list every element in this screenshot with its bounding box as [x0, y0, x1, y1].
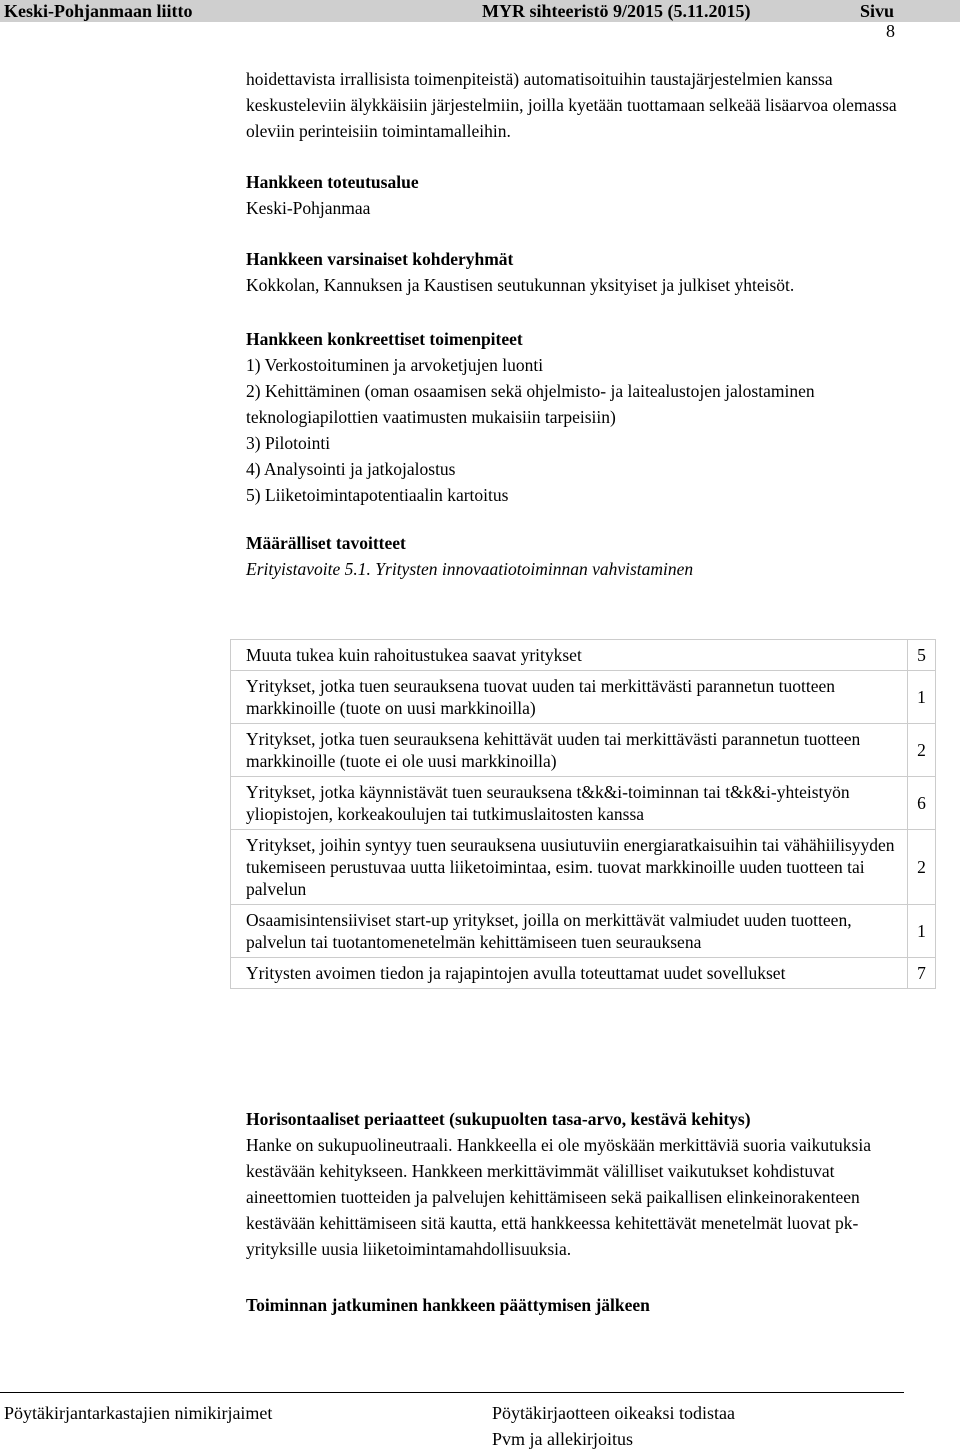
targets-section — [246, 246, 906, 298]
targets-text: Kokkolan, Kannuksen ja Kaustisen seutukunnan yksityiset ja julkiset yhteisöt. — [246, 275, 795, 295]
goals-heading: Määrälliset tavoitteet — [246, 533, 406, 553]
measure-item: 1) Verkostoituminen ja arvoketjujen luonti — [246, 355, 544, 375]
table-row — [231, 640, 936, 671]
measure-item: 3) Pilotointi — [246, 433, 331, 453]
table-row — [231, 777, 936, 830]
continuation-heading: Toiminnan jatkuminen hankkeen päättymisen jälkeen — [246, 1295, 650, 1315]
measure-item: 2) Kehittäminen (oman osaamisen sekä ohjelmisto- ja laitealustojen jalostaminen teknologiapilottien vaatimusten mukaisiin tarpeisiin) — [246, 381, 815, 427]
goal-label: Yritykset, jotka käynnistävät tuen seurauksena t&k&i-toiminnan tai t&k&i-yhteistyön yliopistojen, korkeakoulujen tai tutkimuslaitosten kanssa — [231, 777, 908, 830]
header-page-label: Sivu — [860, 1, 895, 21]
area-section — [246, 169, 906, 221]
header-document: MYR sihteeristö 9/2015 (5.11.2015) — [482, 1, 751, 21]
page-number: 8 — [886, 21, 895, 41]
footer-divider — [0, 1392, 904, 1393]
goal-value: 5 — [908, 640, 936, 671]
goal-value: 2 — [908, 724, 936, 777]
goal-value: 1 — [908, 671, 936, 724]
horizontal-text: Hanke on sukupuolineutraali. Hankkeella ei ole myöskään merkittäviä suoria vaikutuksia kestävään kehitykseen. Hankkeen merkittävimmät välilliset vaikutukset kohdistuvat aineettomien tuotteiden ja palvelujen kehittämiseen sekä paikallisen elinkeinorakenteen kestävään kehittämiseen sitä kautta, että hankkeessa kehitettävät menetelmät luovat pk- yrityksille uusia liiketoimintamahdollisuuksia. — [246, 1135, 871, 1259]
goals-table — [230, 639, 936, 989]
goals-subheading: Erityistavoite 5.1. Yritysten innovaatiotoiminnan vahvistaminen — [246, 559, 694, 579]
measure-item: 5) Liiketoimintapotentiaalin kartoitus — [246, 485, 509, 505]
footer-right — [492, 1400, 735, 1452]
goal-value: 7 — [908, 958, 936, 989]
table-row — [231, 905, 936, 958]
footer-right-line1: Pöytäkirjaotteen oikeaksi todistaa — [492, 1403, 735, 1423]
table-row — [231, 724, 936, 777]
goal-value: 1 — [908, 905, 936, 958]
header-organization: Keski-Pohjanmaan liitto — [4, 1, 193, 21]
area-text: Keski-Pohjanmaa — [246, 198, 371, 218]
footer-right-line2: Pvm ja allekirjoitus — [492, 1429, 633, 1449]
goal-label: Osaamisintensiiviset start-up yritykset, joilla on merkittävät valmiudet uuden tuotteen, palvelun tai tuotantomenetelmän kehittämiseen tuen seurauksena — [231, 905, 908, 958]
page-header — [0, 0, 960, 22]
measures-section — [246, 326, 906, 508]
goal-label: Yritykset, jotka tuen seurauksena kehittävät uuden tai merkittävästi parannetun tuotteen markkinoille (tuote ei ole uusi markkinoilla) — [231, 724, 908, 777]
table-row — [231, 671, 936, 724]
table-row — [231, 830, 936, 905]
targets-heading: Hankkeen varsinaiset kohderyhmät — [246, 249, 514, 269]
goal-label: Yritykset, jotka tuen seurauksena tuovat uuden tai merkittävästi parannetun tuotteen markkinoille (tuote on uusi markkinoilla) — [231, 671, 908, 724]
horizontal-heading: Horisontaaliset periaatteet (sukupuolten tasa-arvo, kestävä kehitys) — [246, 1109, 751, 1129]
intro-paragraph: hoidettavista irrallisista toimenpiteistä) automatisoituihin taustajärjestelmien kanssa keskusteleviin älykkäisiin järjestelmiin, joilla kyetään tuottamaan selkeää lisäarvoa olemassa oleviin perinteisiin toimintamalleihin. — [246, 69, 897, 141]
goal-value: 2 — [908, 830, 936, 905]
document-body — [246, 66, 906, 582]
goal-label: Muuta tukea kuin rahoitustukea saavat yritykset — [231, 640, 908, 671]
goals-section — [246, 530, 906, 582]
goal-label: Yritysten avoimen tiedon ja rajapintojen avulla toteuttamat uudet sovellukset — [231, 958, 908, 989]
measures-heading: Hankkeen konkreettiset toimenpiteet — [246, 329, 523, 349]
goal-value: 6 — [908, 777, 936, 830]
area-heading: Hankkeen toteutusalue — [246, 172, 419, 192]
goal-label: Yritykset, joihin syntyy tuen seurauksena uusiutuviin energiaratkaisuihin tai vähähiilisyyden tukemiseen perustuvaa uutta liiketoimintaa, esim. tuovat markkinoille uuden tuotteen tai palvelun — [231, 830, 908, 905]
table-row — [231, 958, 936, 989]
footer-left: Pöytäkirjantarkastajien nimikirjaimet — [4, 1403, 273, 1423]
after-table-body — [246, 1106, 906, 1318]
measure-item: 4) Analysointi ja jatkojalostus — [246, 459, 456, 479]
